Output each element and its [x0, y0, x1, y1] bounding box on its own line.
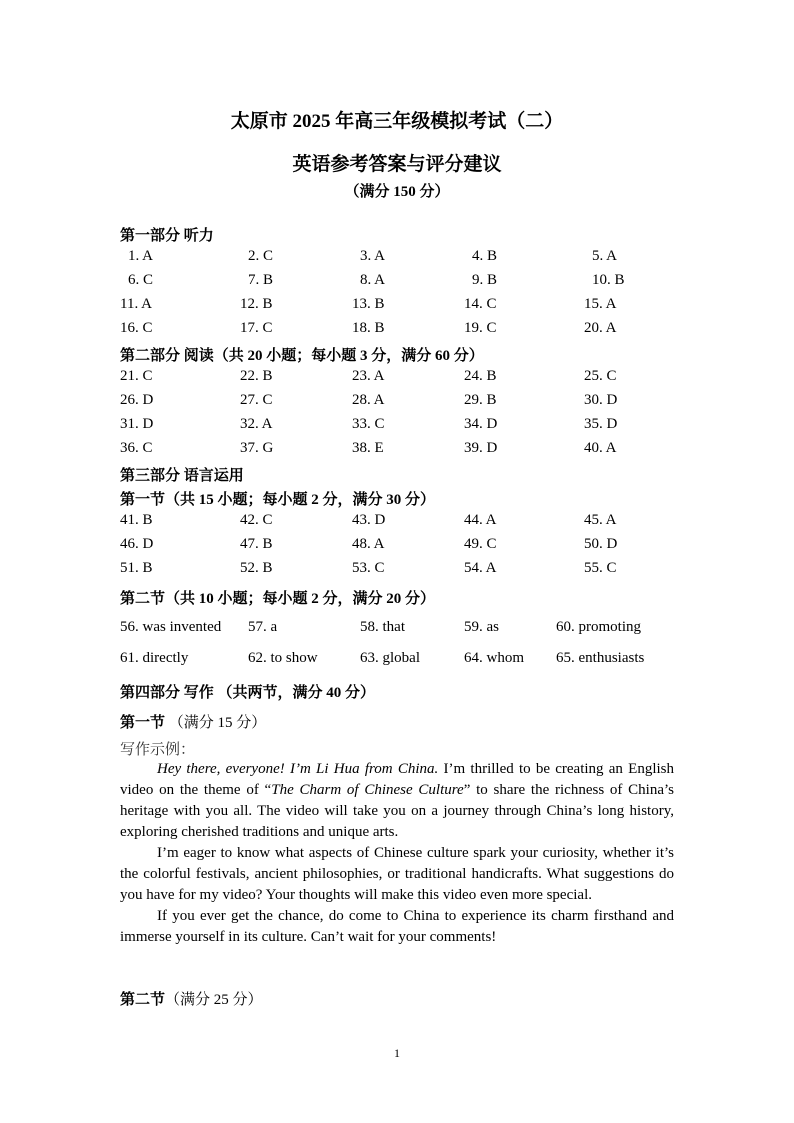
- part3-section2-heading: 第二节（共 10 小题；每小题 2 分，满分 20 分）: [120, 591, 436, 607]
- answer-cell: 16. C: [120, 320, 153, 336]
- answer-cell: 4. B: [472, 248, 498, 264]
- doc-title: 太原市 2025 年高三年级模拟考试（二）: [230, 111, 564, 132]
- answer-cell: 51. B: [120, 560, 153, 576]
- answer-cell: 63. global: [360, 650, 420, 666]
- answer-cell: 6. C: [128, 272, 154, 288]
- answer-cell: 13. B: [352, 296, 385, 312]
- answer-row: [0, 536, 794, 558]
- part3-heading: 第三部分 语言运用: [120, 468, 244, 484]
- section1-score: （满分 15 分）: [165, 715, 267, 731]
- part3-section1-heading: 第一节（共 15 小题；每小题 2 分，满分 30 分）: [120, 492, 436, 508]
- essay-paragraph-2: I’m eager to know what aspects of Chinese culture spark your curiosity, whether it’s the colorful festivals, ancient philosophies, or traditional handicrafts. What suggestions do you have for my video? Your thoughts will make this video even more special.: [120, 845, 674, 903]
- essay-paragraph-3: If you ever get the chance, do come to China to experience its charm firsthand and immerse yourself in its culture. Can’t wait for your comments!: [120, 908, 674, 945]
- answer-cell: 11. A: [120, 296, 152, 312]
- sample-label: 写作示例：: [120, 742, 196, 758]
- answer-cell: 21. C: [120, 368, 153, 384]
- answer-cell: 7. B: [248, 272, 274, 288]
- answer-cell: 14. C: [464, 296, 497, 312]
- answer-cell: 43. D: [352, 512, 386, 528]
- answer-cell: 28. A: [352, 392, 385, 408]
- answer-row: [0, 248, 794, 270]
- answer-cell: 12. B: [240, 296, 273, 312]
- answer-cell: 23. A: [352, 368, 385, 384]
- answer-row: [0, 296, 794, 318]
- answer-cell: 27. C: [240, 392, 273, 408]
- answer-cell: 19. C: [464, 320, 497, 336]
- answer-row: [0, 440, 794, 462]
- answer-cell: 50. D: [584, 536, 618, 552]
- answer-cell: 47. B: [240, 536, 273, 552]
- answer-cell: 58. that: [360, 619, 405, 635]
- answer-cell: 24. B: [464, 368, 497, 384]
- answer-cell: 46. D: [120, 536, 154, 552]
- answer-cell: 31. D: [120, 416, 154, 432]
- answer-cell: 2. C: [248, 248, 274, 264]
- answer-cell: 3. A: [360, 248, 386, 264]
- answer-cell: 39. D: [464, 440, 498, 456]
- answer-row: [0, 368, 794, 390]
- doc-subtitle: 英语参考答案与评分建议: [292, 154, 502, 175]
- answer-cell: 61. directly: [120, 650, 189, 666]
- answer-cell: 35. D: [584, 416, 618, 432]
- answer-cell: 54. A: [464, 560, 497, 576]
- answer-cell: 62. to show: [248, 650, 318, 666]
- total-score: （满分 150 分）: [344, 184, 450, 200]
- part2-heading: 第二部分 阅读（共 20 小题；每小题 3 分，满分 60 分）: [120, 348, 484, 364]
- answer-cell: 37. G: [240, 440, 274, 456]
- answer-cell: 20. A: [584, 320, 617, 336]
- answer-cell: 53. C: [352, 560, 385, 576]
- answer-row: [0, 560, 794, 582]
- answer-cell: 9. B: [472, 272, 498, 288]
- answer-cell: 10. B: [592, 272, 625, 288]
- answer-cell: 25. C: [584, 368, 617, 384]
- section2-score: （满分 25 分）: [165, 992, 263, 1008]
- essay-paragraph-1: Hey there, everyone! I’m Li Hua from China. I’m thrilled to be creating an English video on the theme of “The Charm of Chinese Culture” to share the richness of China’s heritage with you all. The video will take you on a journey through China’s long history, exploring cherished traditions and unique arts.: [120, 761, 675, 840]
- answer-cell: 59. as: [464, 619, 499, 635]
- answer-cell: 40. A: [584, 440, 617, 456]
- answer-row: [0, 512, 794, 534]
- answer-cell: 55. C: [584, 560, 617, 576]
- answer-cell: 1. A: [128, 248, 154, 264]
- answer-cell: 44. A: [464, 512, 497, 528]
- answer-row: [0, 272, 794, 294]
- answer-cell: 15. A: [584, 296, 617, 312]
- answer-cell: 41. B: [120, 512, 153, 528]
- answer-cell: 29. B: [464, 392, 497, 408]
- answer-cell: 42. C: [240, 512, 273, 528]
- answer-cell: 57. a: [248, 619, 278, 635]
- answer-row: [0, 320, 794, 342]
- answer-cell: 45. A: [584, 512, 617, 528]
- answer-cell: 52. B: [240, 560, 273, 576]
- answer-cell: 36. C: [120, 440, 153, 456]
- answer-cell: 48. A: [352, 536, 385, 552]
- part4-section1-heading: [120, 711, 266, 732]
- answer-cell: 30. D: [584, 392, 618, 408]
- answer-cell: 5. A: [592, 248, 618, 264]
- answer-cell: 33. C: [352, 416, 385, 432]
- essay-greeting: Hey there, everyone! I’m Li Hua from China.: [157, 761, 439, 777]
- answer-row: [0, 619, 794, 641]
- answer-cell: 34. D: [464, 416, 498, 432]
- answer-cell: 32. A: [240, 416, 273, 432]
- answer-cell: 49. C: [464, 536, 497, 552]
- answer-cell: 65. enthusiasts: [556, 650, 645, 666]
- answer-cell: 22. B: [240, 368, 273, 384]
- part4-heading: 第四部分 写作 （共两节，满分 40 分）: [120, 685, 376, 701]
- answer-cell: 38. E: [352, 440, 384, 456]
- section2-label: 第二节: [120, 992, 166, 1008]
- answer-cell: 8. A: [360, 272, 386, 288]
- part4-section2-heading: [120, 988, 263, 1009]
- essay-theme-title: The Charm of Chinese Culture: [271, 782, 464, 798]
- answer-cell: 56. was invented: [120, 619, 222, 635]
- part1-heading: 第一部分 听力: [120, 228, 214, 244]
- answer-cell: 26. D: [120, 392, 154, 408]
- answer-row: [0, 650, 794, 672]
- answer-cell: 17. C: [240, 320, 273, 336]
- section1-label: 第一节: [120, 715, 166, 731]
- answer-cell: 18. B: [352, 320, 385, 336]
- page-number: 1: [394, 1046, 400, 1060]
- answer-row: [0, 392, 794, 414]
- sample-essay: [120, 759, 674, 948]
- answer-cell: 60. promoting: [556, 619, 641, 635]
- answer-row: [0, 416, 794, 438]
- answer-cell: 64. whom: [464, 650, 524, 666]
